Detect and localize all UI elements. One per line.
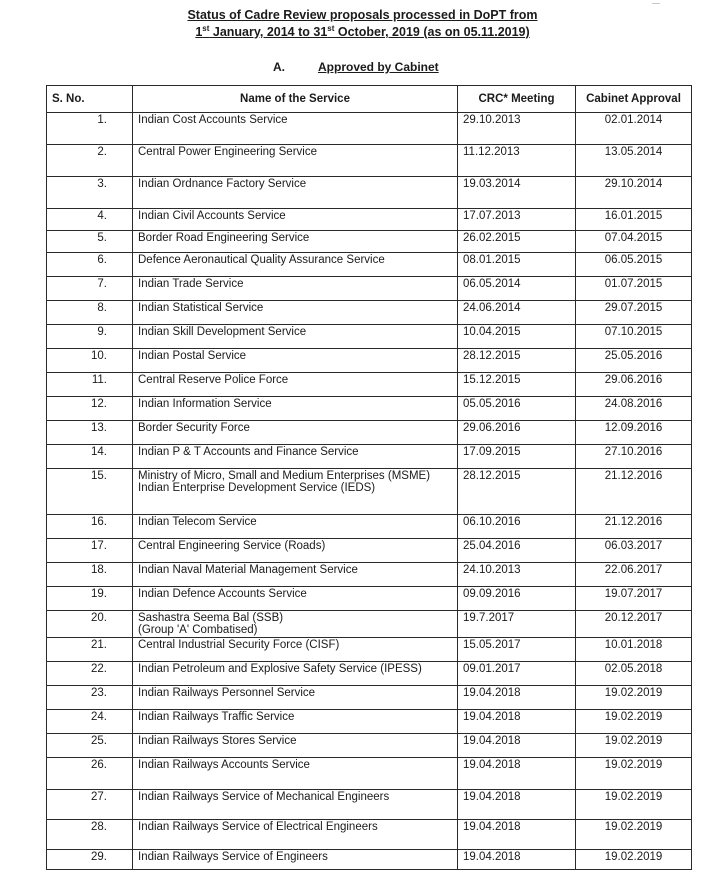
cell-crc-meeting: 19.04.2018 (458, 734, 576, 758)
service-name-text: Indian Railways Stores Service (138, 735, 297, 747)
cell-crc-meeting: 15.05.2017 (458, 638, 576, 662)
cell-crc-meeting: 11.12.2013 (458, 145, 576, 177)
cell-crc-meeting: 28.12.2015 (458, 469, 576, 515)
cell-cabinet-approval: 19.02.2019 (576, 734, 692, 758)
cell-cabinet-approval: 20.12.2017 (576, 611, 692, 638)
table-row (47, 563, 692, 587)
cell-crc-meeting: 24.06.2014 (458, 301, 576, 325)
table-row (47, 539, 692, 563)
cell-service-name (133, 539, 458, 563)
table-body (47, 113, 692, 870)
cell-crc-meeting: 15.12.2015 (458, 373, 576, 397)
cell-crc-meeting: 25.04.2016 (458, 539, 576, 563)
service-name-text: Central Power Engineering Service (138, 146, 317, 158)
table-row (47, 373, 692, 397)
table-row (47, 734, 692, 758)
cell-service-name (133, 710, 458, 734)
cell-service-name (133, 397, 458, 421)
cell-crc-meeting: 19.04.2018 (458, 790, 576, 820)
service-name-text: Border Road Engineering Service (138, 232, 310, 244)
service-name-text: Indian Railways Traffic Service (138, 711, 295, 723)
cell-sno: 25. (47, 734, 133, 758)
service-name-text: Indian Trade Service (138, 278, 244, 290)
table-row (47, 758, 692, 790)
cell-crc-meeting: 17.09.2015 (458, 445, 576, 469)
table-row (47, 209, 692, 231)
cell-service-name (133, 325, 458, 349)
cell-sno: 19. (47, 587, 133, 611)
table-row (47, 790, 692, 820)
table-row (47, 469, 692, 515)
service-name-text: Sashastra Seema Bal (SSB) (138, 612, 284, 624)
cell-crc-meeting: 08.01.2015 (458, 253, 576, 277)
cell-cabinet-approval: 19.02.2019 (576, 790, 692, 820)
cell-sno: 26. (47, 758, 133, 790)
table-row (47, 145, 692, 177)
cell-crc-meeting: 29.10.2013 (458, 113, 576, 145)
service-name-text: Indian Information Service (138, 398, 272, 410)
cell-sno: 20. (47, 611, 133, 638)
cell-crc-meeting: 28.12.2015 (458, 349, 576, 373)
cell-sno: 9. (47, 325, 133, 349)
cell-cabinet-approval: 12.09.2016 (576, 421, 692, 445)
cell-crc-meeting: 19.04.2018 (458, 710, 576, 734)
service-name-text: Indian Defence Accounts Service (138, 588, 307, 600)
cell-sno: 3. (47, 177, 133, 209)
cell-cabinet-approval: 10.01.2018 (576, 638, 692, 662)
cell-crc-meeting: 09.09.2016 (458, 587, 576, 611)
column-header-crc: CRC* Meeting (458, 86, 576, 113)
service-name-text: Indian P & T Accounts and Finance Service (138, 446, 359, 458)
cell-sno: 4. (47, 209, 133, 231)
cell-service-name (133, 231, 458, 253)
service-name-text: Indian Postal Service (138, 350, 247, 362)
cell-sno: 21. (47, 638, 133, 662)
service-name-text: Indian Railways Personnel Service (138, 687, 316, 699)
cell-crc-meeting: 05.05.2016 (458, 397, 576, 421)
title-ordinal-suffix: st (202, 23, 210, 33)
table-row (47, 277, 692, 301)
service-name-text: Indian Skill Development Service (138, 326, 307, 338)
service-name-text: Ministry of Micro, Small and Medium Enterprises (MSME) (138, 470, 431, 482)
cell-service-name (133, 253, 458, 277)
cell-service-name (133, 301, 458, 325)
service-name-text: Border Security Force (138, 422, 250, 434)
cell-cabinet-approval: 19.07.2017 (576, 587, 692, 611)
service-name-text: Indian Cost Accounts Service (138, 114, 288, 126)
service-name-text: Indian Railways Service of Electrical Engineers (138, 821, 378, 833)
cadre-review-table (46, 85, 692, 870)
cell-sno: 6. (47, 253, 133, 277)
service-name-text: Central Industrial Security Force (CISF) (138, 639, 340, 651)
cell-sno: 2. (47, 145, 133, 177)
cell-service-name (133, 469, 458, 515)
table-row (47, 325, 692, 349)
cell-sno: 29. (47, 850, 133, 870)
service-name-text: Indian Naval Material Management Service (138, 564, 358, 576)
table-row (47, 611, 692, 638)
service-name-text: Indian Ordnance Factory Service (138, 178, 307, 190)
cell-cabinet-approval: 19.02.2019 (576, 710, 692, 734)
cell-crc-meeting: 19.04.2018 (458, 758, 576, 790)
cell-sno: 1. (47, 113, 133, 145)
cell-sno: 5. (47, 231, 133, 253)
section-letter: A. (273, 60, 285, 74)
service-name-text: Indian Railways Accounts Service (138, 759, 310, 771)
service-name-subtext: Indian Enterprise Development Service (IEDS) (138, 482, 376, 494)
table-row (47, 710, 692, 734)
cell-sno: 12. (47, 397, 133, 421)
cell-crc-meeting: 19.04.2018 (458, 686, 576, 710)
cell-crc-meeting: 06.10.2016 (458, 515, 576, 539)
table-row (47, 421, 692, 445)
cell-sno: 28. (47, 820, 133, 850)
cell-service-name (133, 515, 458, 539)
title-date-end: October, 2019 (as on 05.11.2019) (334, 25, 530, 39)
cell-crc-meeting: 10.04.2015 (458, 325, 576, 349)
cell-service-name (133, 790, 458, 820)
cell-service-name (133, 587, 458, 611)
service-name-text: Indian Civil Accounts Service (138, 210, 286, 222)
cell-cabinet-approval: 29.07.2015 (576, 301, 692, 325)
document-title-line2 (0, 25, 725, 40)
cell-service-name (133, 209, 458, 231)
service-name-text: Central Engineering Service (Roads) (138, 540, 326, 552)
cell-service-name (133, 734, 458, 758)
table-row (47, 638, 692, 662)
cell-cabinet-approval: 21.12.2016 (576, 515, 692, 539)
table-row (47, 253, 692, 277)
cell-cabinet-approval: 27.10.2016 (576, 445, 692, 469)
table-row (47, 515, 692, 539)
table-row (47, 349, 692, 373)
table-row (47, 587, 692, 611)
cell-cabinet-approval: 19.02.2019 (576, 820, 692, 850)
table-header-row (47, 86, 692, 113)
cell-crc-meeting: 09.01.2017 (458, 662, 576, 686)
cell-sno: 14. (47, 445, 133, 469)
cell-service-name (133, 373, 458, 397)
cell-crc-meeting: 19.04.2018 (458, 850, 576, 870)
cell-crc-meeting: 24.10.2013 (458, 563, 576, 587)
cell-sno: 13. (47, 421, 133, 445)
cell-sno: 18. (47, 563, 133, 587)
cell-sno: 8. (47, 301, 133, 325)
cell-cabinet-approval: 02.05.2018 (576, 662, 692, 686)
cell-sno: 15. (47, 469, 133, 515)
document-title-line1 (0, 8, 725, 23)
cell-service-name (133, 563, 458, 587)
column-header-name: Name of the Service (133, 86, 458, 113)
table-row (47, 662, 692, 686)
cell-service-name (133, 421, 458, 445)
title-ordinal-suffix: st (327, 23, 335, 33)
table-row (47, 397, 692, 421)
service-name-text: Defence Aeronautical Quality Assurance Service (138, 254, 385, 266)
cell-cabinet-approval: 21.12.2016 (576, 469, 692, 515)
cell-cabinet-approval: 19.02.2019 (576, 686, 692, 710)
cell-cabinet-approval: 06.03.2017 (576, 539, 692, 563)
cell-cabinet-approval: 16.01.2015 (576, 209, 692, 231)
cell-sno: 23. (47, 686, 133, 710)
cell-crc-meeting: 19.03.2014 (458, 177, 576, 209)
title-date-start-day: 1 (195, 25, 203, 39)
cell-crc-meeting: 17.07.2013 (458, 209, 576, 231)
cell-service-name (133, 611, 458, 638)
cell-cabinet-approval: 07.10.2015 (576, 325, 692, 349)
service-name-subtext: (Group 'A' Combatised) (138, 624, 258, 636)
section-name: Approved by Cabinet (318, 60, 439, 74)
table-row (47, 686, 692, 710)
cell-cabinet-approval: 22.06.2017 (576, 563, 692, 587)
table-row (47, 445, 692, 469)
service-name-text: Central Reserve Police Force (138, 374, 289, 386)
table-row (47, 820, 692, 850)
table-row (47, 850, 692, 870)
table-row (47, 231, 692, 253)
cell-service-name (133, 177, 458, 209)
cell-sno: 22. (47, 662, 133, 686)
cell-service-name (133, 113, 458, 145)
table-row (47, 113, 692, 145)
cell-cabinet-approval: 13.05.2014 (576, 145, 692, 177)
service-name-text: Indian Petroleum and Explosive Safety Service (IPESS) (138, 663, 422, 675)
cell-service-name (133, 662, 458, 686)
cell-service-name (133, 349, 458, 373)
cell-service-name (133, 638, 458, 662)
cell-service-name (133, 277, 458, 301)
cell-cabinet-approval: 24.08.2016 (576, 397, 692, 421)
cell-crc-meeting: 06.05.2014 (458, 277, 576, 301)
cell-cabinet-approval: 29.10.2014 (576, 177, 692, 209)
cell-service-name (133, 850, 458, 870)
cell-cabinet-approval: 19.02.2019 (576, 758, 692, 790)
cell-crc-meeting: 19.7.2017 (458, 611, 576, 638)
cell-crc-meeting: 19.04.2018 (458, 820, 576, 850)
service-name-text: Indian Railways Service of Engineers (138, 851, 328, 863)
cell-cabinet-approval: 01.07.2015 (576, 277, 692, 301)
cell-sno: 27. (47, 790, 133, 820)
cell-crc-meeting: 29.06.2016 (458, 421, 576, 445)
service-name-text: Indian Telecom Service (138, 516, 257, 528)
cell-service-name (133, 758, 458, 790)
cell-sno: 24. (47, 710, 133, 734)
cell-service-name (133, 145, 458, 177)
cell-cabinet-approval: 07.04.2015 (576, 231, 692, 253)
stray-mark (652, 3, 660, 4)
service-name-text: Indian Statistical Service (138, 302, 264, 314)
column-header-sno: S. No. (47, 86, 133, 113)
service-name-text: Indian Railways Service of Mechanical Engineers (138, 791, 390, 803)
cell-sno: 17. (47, 539, 133, 563)
cell-cabinet-approval: 02.01.2014 (576, 113, 692, 145)
cell-sno: 16. (47, 515, 133, 539)
cell-crc-meeting: 26.02.2015 (458, 231, 576, 253)
cell-cabinet-approval: 29.06.2016 (576, 373, 692, 397)
cell-service-name (133, 820, 458, 850)
cell-cabinet-approval: 06.05.2015 (576, 253, 692, 277)
cell-sno: 10. (47, 349, 133, 373)
table-row (47, 177, 692, 209)
title-date-range: January, 2014 to 31 (209, 25, 328, 39)
table-row (47, 301, 692, 325)
cell-cabinet-approval: 19.02.2019 (576, 850, 692, 870)
column-header-cabinet: Cabinet Approval (576, 86, 692, 113)
title-text: Status of Cadre Review proposals processed in DoPT from (187, 8, 538, 22)
cell-service-name (133, 686, 458, 710)
cell-sno: 11. (47, 373, 133, 397)
cell-cabinet-approval: 25.05.2016 (576, 349, 692, 373)
cell-service-name (133, 445, 458, 469)
cell-sno: 7. (47, 277, 133, 301)
